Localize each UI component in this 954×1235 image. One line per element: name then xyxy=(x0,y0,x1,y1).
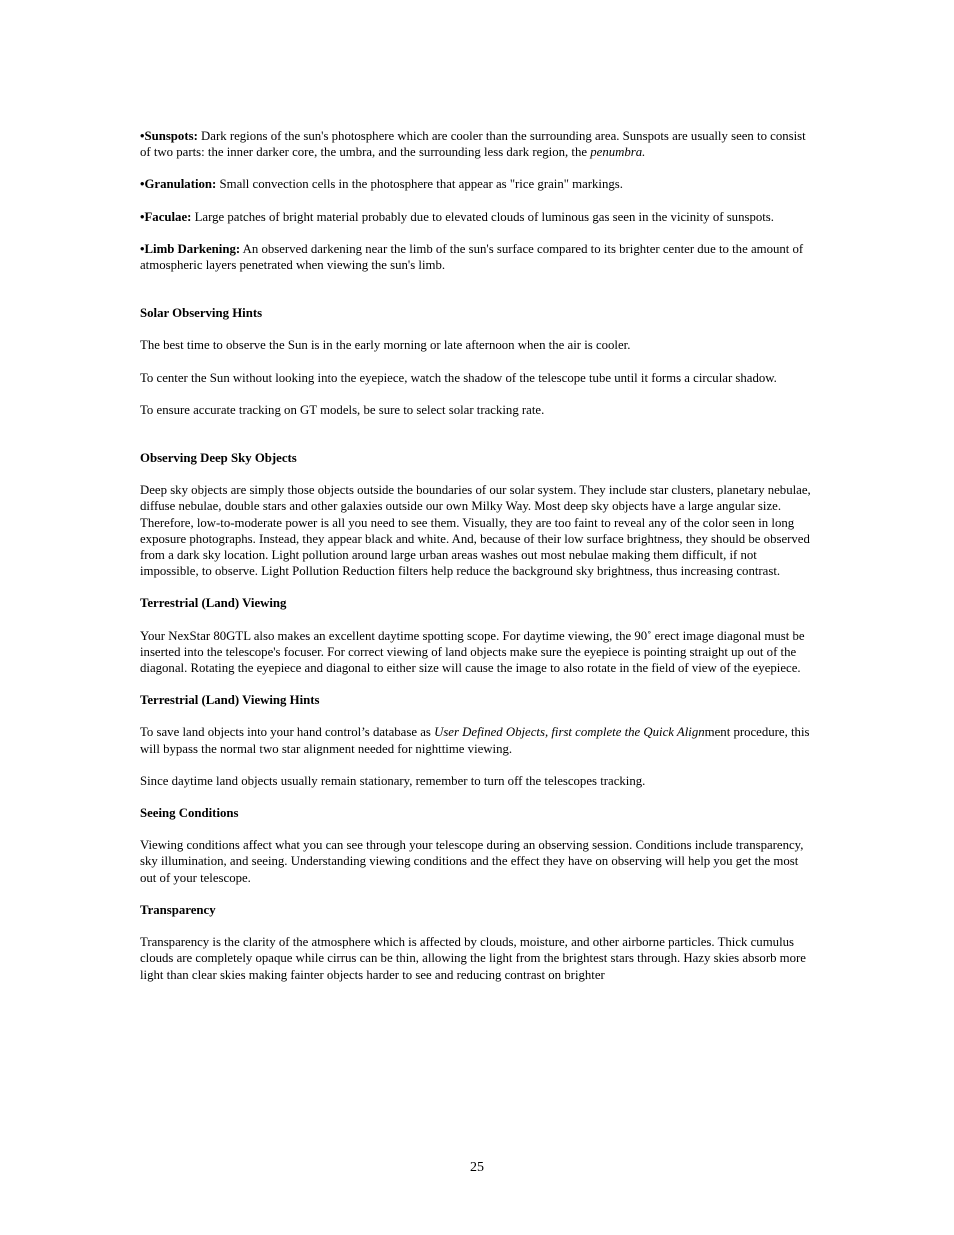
deep-sky-paragraph: Deep sky objects are simply those objects outside the boundaries of our solar system. They include star clusters, planetary nebulae, diffuse nebulae, double stars and other galaxies outside our own Milky Way. Most deep sky objects have a large angular size. Therefore, low-to-moderate power is all you need to see them. Visually, they are too faint to reveal any of the color seen in long exposure photographs. Instead, they appear black and white. And, because of their low surface brightness, they should be observed from a dark sky location. Light pollution around large urban areas washes out most nebulae making them difficult, if not impossible, to observe. Light Pollution Reduction filters help reduce the background sky brightness, thus increasing contrast. xyxy=(140,483,811,579)
term-granulation: •Granulation: xyxy=(140,177,217,192)
transparency-paragraph: Transparency is the clarity of the atmosphere which is affected by clouds, moisture, and other airborne particles. Thick cumulus clouds are completely opaque while cirrus can be thin, allowing the light from the brightest stars through. Hazy skies absorb more light than clear skies making fainter objects harder to see and reducing contrast on brighter xyxy=(140,935,806,982)
heading-solar-hints: Solar Observing Hints xyxy=(140,306,263,321)
solar-hint-paragraph: To center the Sun without looking into the eyepiece, watch the shadow of the telescope tube until it forms a circular shadow. xyxy=(140,370,777,385)
page-number: 25 xyxy=(470,1160,484,1175)
heading-seeing-conditions: Seeing Conditions xyxy=(140,806,239,821)
term-faculae: •Faculae: xyxy=(140,209,192,224)
heading-terrestrial: Terrestrial (Land) Viewing xyxy=(140,596,287,611)
term-sunspots: •Sunspots: xyxy=(140,129,198,143)
definition-limb-darkening-text: An observed darkening near the limb of the sun's surface compared to its brighter center due to the amount of atmospheric layers penetrated when viewing the sun's limb. xyxy=(140,241,804,273)
terrestrial-hints-text-before: To save land objects into your hand control’s database as xyxy=(140,725,435,740)
terrestrial-hints-italic: User Defined Objects, first complete the Quick Align xyxy=(434,725,705,740)
document-body xyxy=(140,128,816,999)
term-limb-darkening: •Limb Darkening: xyxy=(140,241,241,256)
solar-hint-paragraph: To ensure accurate tracking on GT models, be sure to select solar tracking rate. xyxy=(140,402,545,417)
solar-hint-paragraph: The best time to observe the Sun is in the early morning or late afternoon when the air is cooler. xyxy=(140,338,631,353)
definition-sunspots xyxy=(140,128,816,160)
terrestrial-paragraph: Your NexStar 80GTL also makes an excellent daytime spotting scope. For daytime viewing, the 90˚ erect image diagonal must be inserted into the telescope's focuser. For correct viewing of land objects make sure the eyepiece is pointing straight up out of the diagonal. Rotating the eyepiece and diagonal to either size will cause the image to also rotate in the field of view of the eyepiece. xyxy=(140,628,805,676)
heading-terrestrial-hints: Terrestrial (Land) Viewing Hints xyxy=(140,693,320,708)
definition-limb-darkening xyxy=(140,241,816,273)
terrestrial-hints-text-after: ment procedure, this will bypass the normal two star alignment needed for nighttime viewing. xyxy=(140,725,810,756)
definition-faculae-text: Large patches of bright material probably due to elevated clouds of luminous gas seen in the vicinity of sunspots. xyxy=(191,209,774,224)
definition-granulation-text: Small convection cells in the photosphere that appear as "rice grain" markings. xyxy=(216,177,623,192)
definition-faculae xyxy=(140,209,816,225)
terrestrial-hints-paragraph-2: Since daytime land objects usually remain stationary, remember to turn off the telescopes tracking. xyxy=(140,773,646,788)
definition-sunspots-text: Dark regions of the sun's photosphere which are cooler than the surrounding area. Sunspots are usually seen to consist of two parts: the inner darker core, the umbra, and the surrounding less dark region, the xyxy=(140,129,806,160)
heading-transparency: Transparency xyxy=(140,902,216,917)
terrestrial-hints-paragraph-1 xyxy=(140,724,816,756)
heading-deep-sky: Observing Deep Sky Objects xyxy=(140,451,297,466)
seeing-paragraph: Viewing conditions affect what you can see through your telescope during an observing session. Conditions include transparency, sky illumination, and seeing. Understanding viewing conditions and the effect they have on observing will help you get the most out of your telescope. xyxy=(140,838,804,885)
definition-granulation xyxy=(140,176,816,192)
definition-sunspots-italic: penumbra. xyxy=(590,145,646,160)
